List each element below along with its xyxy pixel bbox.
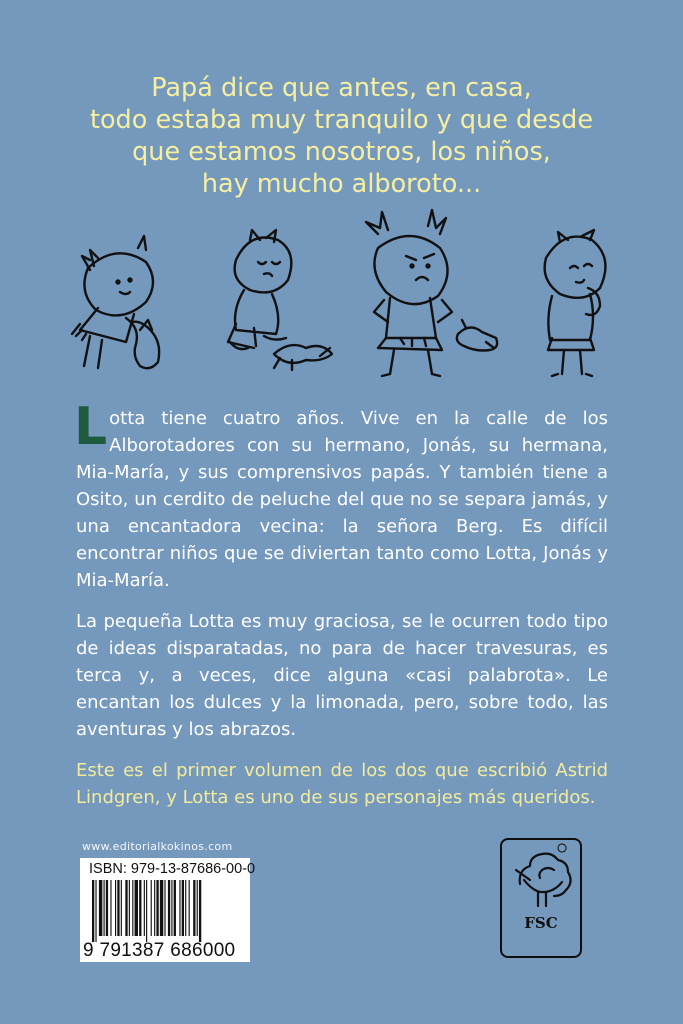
barcode-bar: [182, 880, 184, 936]
barcode-bar: [121, 880, 122, 936]
barcode-bar: [168, 880, 170, 936]
barcode-bar: [104, 880, 105, 936]
barcode-bar: [199, 880, 201, 942]
synopsis-paragraph-1-text: otta tiene cuatro años. Vive en la calle de los Alborotadores con su hermano, Jonás, su hermana, Mia-María, y sus comprensivos papás. Y también tiene a Osito, un cerdito de peluche del que no se separa jamás, y una encantadora vecina: la señora Berg. Es difícil encontrar niños que se diviertan tanto como Lotta, Jonás y Mia-María.: [76, 408, 608, 591]
barcode-bar: [129, 880, 130, 936]
barcode-bars: [92, 880, 240, 942]
illustration-girl-with-pig: [72, 236, 159, 368]
barcode-bar: [132, 880, 133, 936]
fsc-logo: [500, 838, 582, 958]
tagline: [40, 72, 643, 200]
synopsis-paragraph-3: Este es el primer volumen de los dos que escribió Astrid Lindgren, y Lotta es uno de sus personajes más queridos.: [76, 760, 608, 808]
fsc-tree-icon: [502, 840, 580, 956]
barcode-bar: [189, 880, 190, 936]
barcode-bar: [154, 880, 155, 936]
barcode-bar: [139, 880, 141, 936]
barcode-bar: [185, 880, 186, 936]
lotta-illustrations: [40, 208, 650, 386]
barcode-bar: [117, 880, 119, 936]
synopsis-paragraph-2: La pequeña Lotta es muy graciosa, se le ocurren todo tipo de ideas disparatadas, no para de hacer travesuras, es terca y, a veces, dice alguna «casi palabrota». Le encantan los dulces y la limonada, pero, sobre todo, las aventuras y los abrazos.: [76, 611, 608, 740]
isbn-label: ISBN: 979-13-87686-00-0: [89, 861, 256, 877]
isbn-barcode: [80, 858, 256, 962]
barcode-digits: 9 791387 686000: [83, 940, 236, 961]
barcode-bar: [197, 880, 198, 936]
barcode-bar: [106, 880, 108, 936]
barcode-bar: [146, 880, 147, 942]
barcode-bar: [144, 880, 145, 936]
drop-cap: L: [74, 397, 108, 457]
publisher-website: www.editorialkokinos.com: [82, 840, 233, 853]
illustration-girl-sitting: [228, 230, 332, 370]
fsc-label: FSC: [524, 914, 558, 932]
barcode-bar: [160, 880, 163, 936]
barcode-bar: [115, 880, 116, 936]
barcode-bar: [95, 880, 96, 942]
barcode-bar: [156, 880, 158, 936]
tagline-line-2: todo estaba muy tranquilo y que desde: [89, 105, 594, 135]
barcode-bar: [174, 880, 176, 936]
synopsis: [74, 397, 608, 825]
illustration-crying-girl: [545, 230, 606, 376]
barcode-bar: [164, 880, 165, 936]
tagline-line-3: que estamos nosotros, los niños,: [132, 137, 551, 167]
illustration-angry-girl: [366, 210, 497, 376]
barcode-bar: [99, 880, 102, 936]
tagline-line-1: Papá dice que antes, en casa,: [151, 73, 532, 103]
tagline-line-4: hay mucho alboroto...: [201, 169, 482, 199]
barcode-bar: [193, 880, 195, 936]
barcode-bar: [151, 880, 152, 936]
barcode-bar: [110, 880, 111, 936]
barcode-bar: [171, 880, 172, 936]
barcode-bar: [125, 880, 127, 936]
barcode-bar: [135, 880, 138, 936]
barcode-bar: [92, 880, 94, 942]
synopsis-paragraph-1: [74, 397, 608, 594]
barcode-bar: [179, 880, 180, 936]
